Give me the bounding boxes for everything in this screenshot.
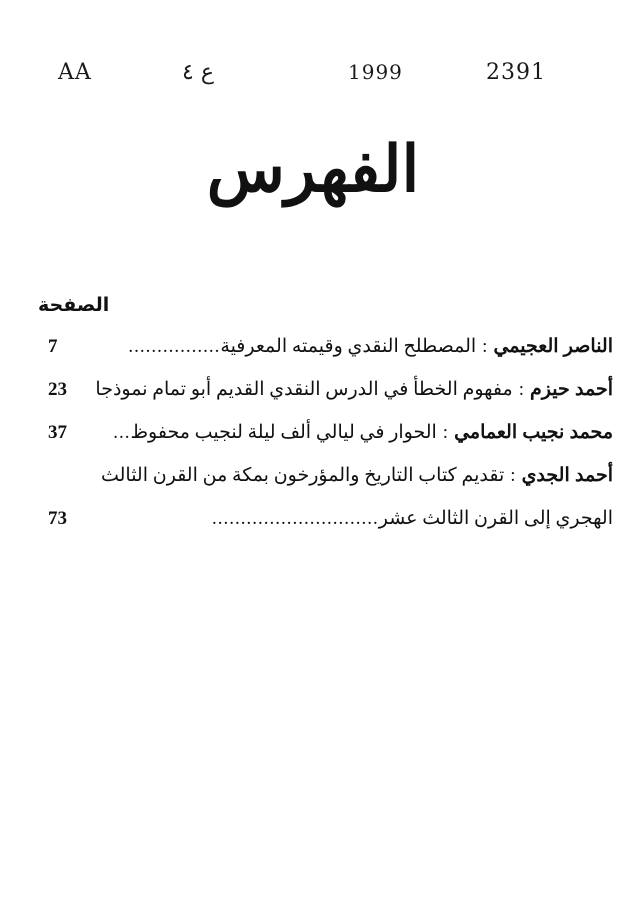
page-title: الفهرس [206, 132, 420, 207]
handwritten-mark-1: AA [58, 60, 92, 85]
entry-title: مفهوم الخطأ في الدرس النقدي القديم أبو تمام نموذجا [95, 379, 513, 400]
entry-title-continued: الهجري إلى القرن الثالث عشر [378, 508, 613, 529]
handwritten-mark-3: 1999 [348, 60, 403, 84]
entry-title: تقديم كتاب التاريخ والمؤرخون بمكة من القرن الثالث [100, 465, 505, 486]
entry-author: أحمد الجدي [521, 465, 613, 486]
dot-leader: ... [113, 422, 131, 443]
toc-entry-text [212, 509, 613, 528]
toc-entry-text [48, 466, 613, 485]
toc-entry-text [81, 423, 613, 442]
entry-author: الناصر العجيمي [493, 336, 613, 357]
toc-entry-continuation [48, 509, 613, 531]
entry-author: أحمد حيزم [530, 379, 613, 400]
entry-title: الحوار في ليالي ألف ليلة لنجيب محفوظ [130, 422, 437, 443]
toc-entry [48, 423, 613, 445]
handwritten-mark-4: 2391 [486, 60, 546, 85]
toc-entry-text [81, 380, 613, 399]
dot-leader: ............................. [211, 508, 379, 529]
entry-page-number: 23 [48, 379, 67, 400]
entry-separator: : [442, 422, 449, 443]
dot-leader: ................ [128, 336, 221, 357]
entry-page-number: 7 [48, 336, 58, 357]
handwritten-mark-2: ع ٤ [182, 60, 214, 85]
page-column-header: الصفحة [38, 294, 110, 316]
toc-entry [48, 380, 613, 402]
entry-author: محمد نجيب العمامي [454, 422, 613, 443]
toc-entry [48, 337, 613, 359]
entry-page-number: 37 [48, 422, 67, 443]
toc-entry-text [72, 337, 614, 356]
entry-separator: : [510, 465, 516, 486]
entry-separator: : [518, 379, 524, 400]
table-of-contents [48, 337, 613, 531]
entry-title: المصطلح النقدي وقيمته المعرفية [220, 336, 477, 357]
entry-page-number: 73 [48, 508, 67, 529]
entry-separator: : [482, 336, 488, 357]
toc-entry [48, 466, 613, 488]
